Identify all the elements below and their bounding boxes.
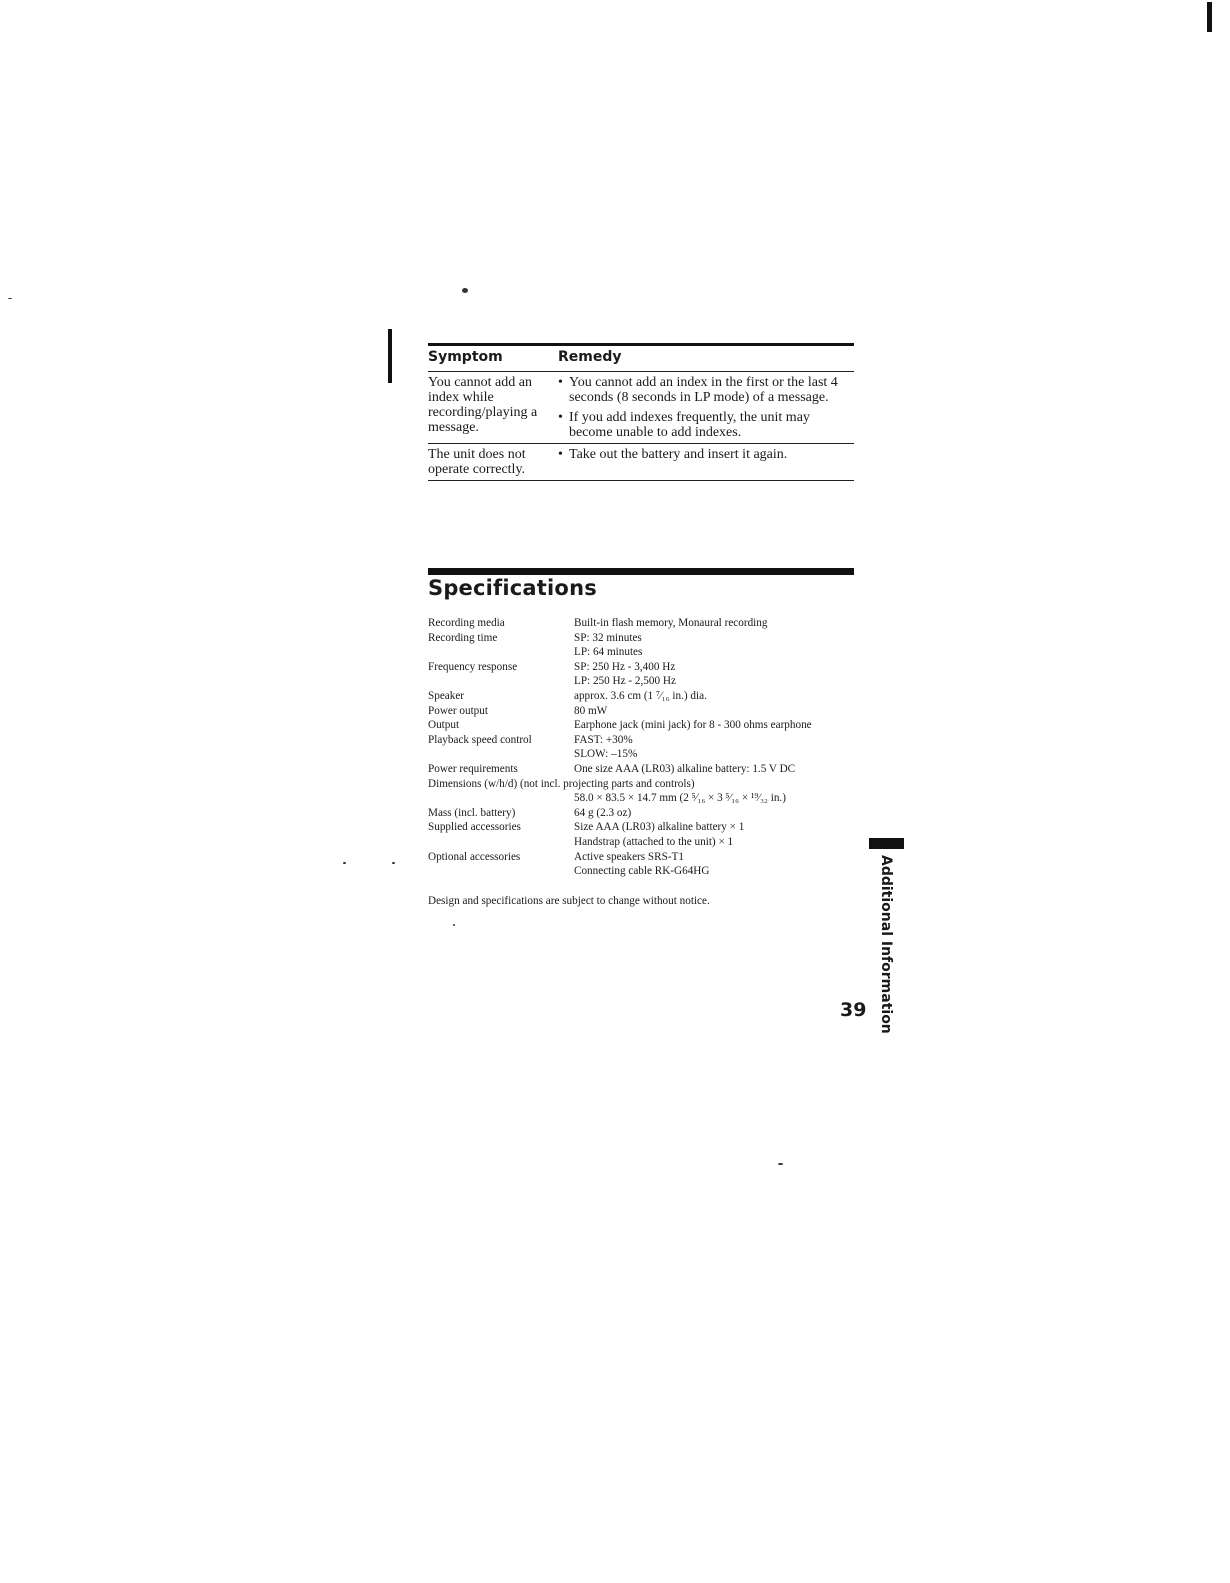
table-bottom-rule bbox=[428, 480, 854, 481]
scan-speck bbox=[343, 862, 346, 864]
spec-row-supplied-accessories bbox=[428, 820, 854, 849]
spec-row-speaker bbox=[428, 689, 854, 704]
spec-row-frequency-response bbox=[428, 660, 854, 689]
spec-value: Built-in flash memory, Monaural recording bbox=[574, 617, 768, 629]
remedy-cell bbox=[558, 375, 854, 440]
spec-value: SP: 32 minutes bbox=[574, 631, 642, 644]
spec-value: Handstrap (attached to the unit) × 1 bbox=[574, 835, 734, 848]
section-bar bbox=[428, 568, 854, 575]
spec-value: approx. 3.6 cm (1 ⁷⁄₁₆ in.) dia. bbox=[574, 689, 707, 702]
scan-speck bbox=[462, 288, 468, 293]
section-tab-label: Additional Information bbox=[878, 855, 894, 1034]
spec-label: Power requirements bbox=[428, 762, 518, 775]
spec-value: SLOW: –15% bbox=[574, 748, 638, 761]
section-tab-marker bbox=[869, 838, 904, 849]
symptom-cell: You cannot add an index while recording/playing a message. bbox=[428, 375, 538, 435]
scan-speck bbox=[392, 862, 395, 864]
spec-value: Size AAA (LR03) alkaline battery × 1 bbox=[574, 821, 745, 834]
spec-label: Playback speed control bbox=[428, 733, 532, 746]
spec-label: Supplied accessories bbox=[428, 821, 521, 834]
spec-value: Connecting cable RK-G64HG bbox=[574, 865, 710, 878]
spec-label: Speaker bbox=[428, 689, 465, 702]
spec-label: Power output bbox=[428, 704, 488, 717]
spec-row-dimensions bbox=[428, 791, 854, 806]
spec-row-recording-media bbox=[428, 616, 854, 631]
spec-label: Optional accessories bbox=[428, 850, 521, 863]
table-row bbox=[428, 372, 854, 443]
spec-value: LP: 250 Hz - 2,500 Hz bbox=[574, 675, 676, 688]
spec-label: Output bbox=[428, 719, 460, 732]
spec-value: 80 mW bbox=[574, 704, 608, 717]
spec-row-power-output bbox=[428, 704, 854, 719]
scan-speck bbox=[778, 1163, 783, 1165]
spec-row-optional-accessories bbox=[428, 850, 854, 879]
spec-row-playback-speed bbox=[428, 733, 854, 762]
remedy-cell bbox=[558, 447, 854, 477]
spec-list bbox=[428, 616, 854, 879]
remedy-item: • Take out the battery and insert it again. bbox=[558, 447, 854, 462]
scan-speck bbox=[453, 924, 455, 926]
troubleshooting-table bbox=[428, 343, 854, 481]
spec-notice: Design and specifications are subject to change without notice. bbox=[428, 895, 710, 907]
spec-value: Earphone jack (mini jack) for 8 - 300 ohms earphone bbox=[574, 719, 812, 732]
spec-value: 58.0 × 83.5 × 14.7 mm (2 ⁵⁄₁₆ × 3 ⁵⁄₁₆ × ¹⁹⁄₃₂ in.) bbox=[574, 792, 786, 805]
page-number: 39 bbox=[840, 999, 867, 1021]
spec-value: One size AAA (LR03) alkaline battery: 1.5 V DC bbox=[574, 762, 796, 775]
remedy-item: • You cannot add an index in the first or the last 4 seconds (8 seconds in LP mode) of a message. bbox=[558, 375, 854, 405]
spec-value: 64 g (2.3 oz) bbox=[574, 806, 632, 819]
spec-row-power-requirements bbox=[428, 762, 854, 777]
spec-label: Recording time bbox=[428, 631, 498, 644]
header-remedy: Remedy bbox=[558, 349, 622, 365]
spec-value: LP: 64 minutes bbox=[574, 646, 643, 659]
spec-label: Mass (incl. battery) bbox=[428, 806, 516, 819]
spec-row-mass bbox=[428, 806, 854, 821]
section-title: Specifications bbox=[428, 576, 597, 600]
scan-speck bbox=[8, 298, 12, 299]
spec-label: Frequency response bbox=[428, 660, 518, 673]
header-symptom: Symptom bbox=[428, 349, 503, 365]
scan-mark bbox=[1207, 2, 1212, 32]
remedy-item: • If you add indexes frequently, the unit may become unable to add indexes. bbox=[558, 410, 854, 440]
spec-value: SP: 250 Hz - 3,400 Hz bbox=[574, 660, 676, 673]
spec-value: FAST: +30% bbox=[574, 733, 633, 746]
table-header bbox=[428, 346, 854, 371]
table-row bbox=[428, 444, 854, 480]
spec-row-output bbox=[428, 718, 854, 733]
spec-label: Recording media bbox=[428, 617, 505, 629]
scan-mark bbox=[388, 329, 392, 383]
spec-value: Active speakers SRS-T1 bbox=[574, 850, 684, 863]
symptom-cell: The unit does not operate correctly. bbox=[428, 447, 526, 477]
spec-label-dimensions: Dimensions (w/h/d) (not incl. projecting parts and controls) bbox=[428, 777, 695, 790]
spec-row-recording-time bbox=[428, 631, 854, 660]
